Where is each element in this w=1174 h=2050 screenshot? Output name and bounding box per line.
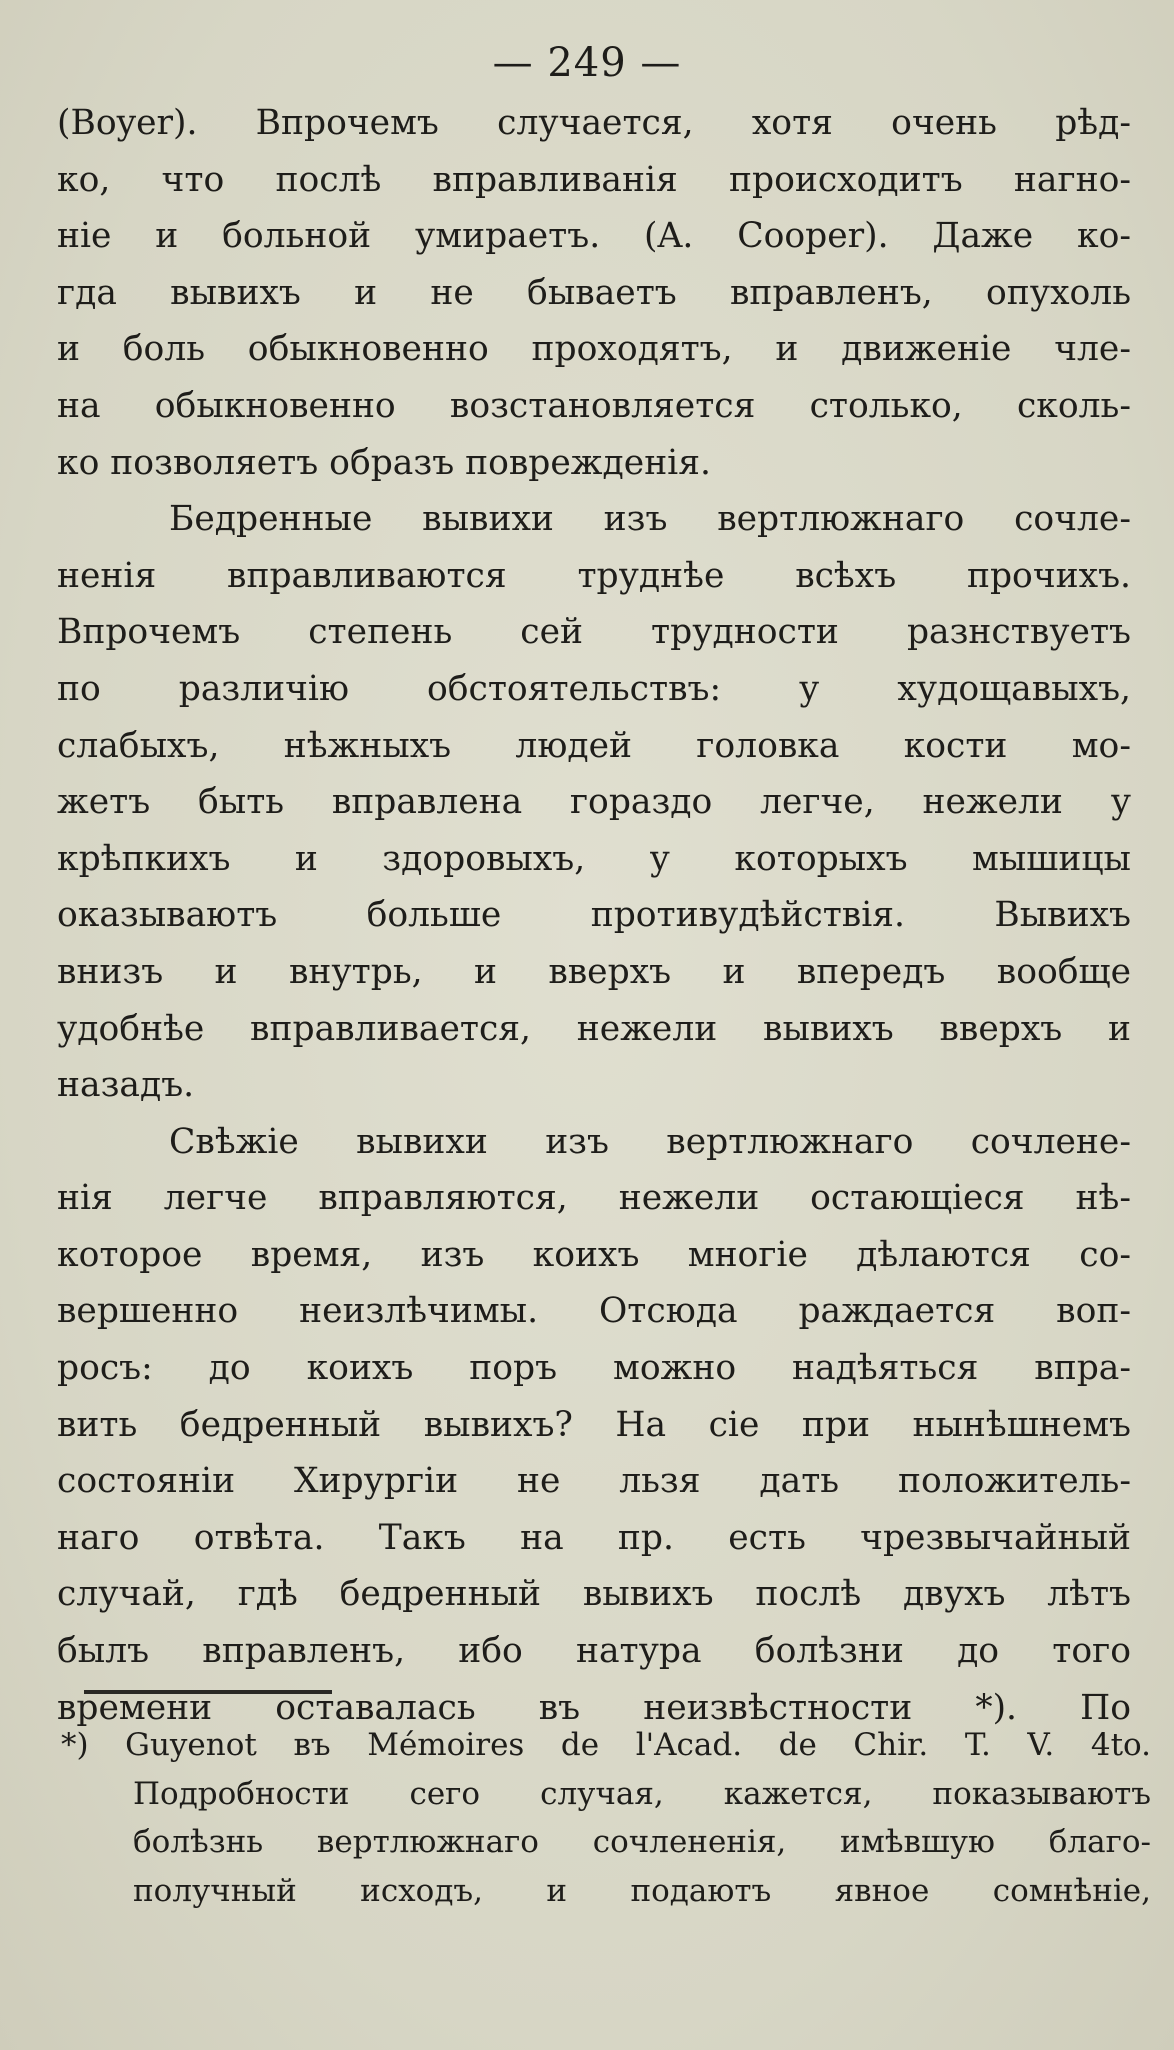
text-line: Впрочемъ степень сей трудности разнствуетъ bbox=[57, 612, 1131, 653]
footnote-line: получный исходъ, и подаютъ явное сомнѣніе, bbox=[133, 1872, 1151, 1909]
text-line: оказываютъ больше противудѣйствія. Вывихъ bbox=[57, 895, 1131, 936]
text-line: ніе и больной умираетъ. (A. Cooper). Даже ко- bbox=[57, 216, 1131, 257]
text-line: внизъ и внутрь, и вверхъ и впередъ вообще bbox=[57, 951, 1131, 992]
paragraph-start-line: Свѣжіе вывихи изъ вертлюжнаго сочлене- bbox=[169, 1121, 1131, 1162]
page-number: — 249 — bbox=[492, 40, 682, 86]
text-line: на обыкновенно возстановляется столько, сколь- bbox=[57, 385, 1131, 426]
text-line: (Boyer). Впрочемъ случается, хотя очень рѣд- bbox=[57, 103, 1131, 143]
text-line: по различію обстоятельствъ: у худощавыхъ, bbox=[57, 668, 1131, 709]
text-line: былъ вправленъ, ибо натура болѣзни до того bbox=[57, 1631, 1131, 1672]
text-line: состояніи Хирургіи не льзя дать положитель- bbox=[57, 1461, 1131, 1502]
text-line: нія легче вправляются, нежели остающіеся нѣ- bbox=[57, 1178, 1131, 1219]
footnote-line: Подробности сего случая, кажется, показываютъ bbox=[133, 1775, 1151, 1812]
text-line: назадъ. bbox=[57, 1065, 195, 1106]
text-line: и боль обыкновенно проходятъ, и движеніе чле- bbox=[57, 329, 1131, 370]
text-line: жетъ быть вправлена гораздо легче, нежели у bbox=[57, 782, 1131, 823]
text-line: слабыхъ, нѣжныхъ людей головка кости мо- bbox=[57, 725, 1131, 766]
text-line: росъ: до коихъ поръ можно надѣяться впра- bbox=[57, 1348, 1131, 1389]
text-line: случай, гдѣ бедренный вывихъ послѣ двухъ лѣтъ bbox=[57, 1574, 1131, 1615]
text-line: наго отвѣта. Такъ на пр. есть чрезвычайный bbox=[57, 1517, 1131, 1558]
text-line: времени оставалась въ неизвѣстности *). По bbox=[57, 1687, 1131, 1728]
paragraph-start-line: Бедренные вывихи изъ вертлюжнаго сочле- bbox=[169, 499, 1131, 540]
text-line: ко, что послѣ вправливанія происходитъ нагно- bbox=[57, 159, 1131, 200]
body-text bbox=[57, 95, 1131, 1736]
footnote bbox=[61, 1721, 1151, 1915]
text-line: которое время, изъ коихъ многіе дѣлаются со- bbox=[57, 1234, 1131, 1275]
text-line: ко позволяетъ образъ поврежденія. bbox=[57, 442, 711, 483]
text-line: вершенно неизлѣчимы. Отсюда раждается воп- bbox=[57, 1291, 1131, 1332]
footnote-line: *) Guyenot въ Mémoires de l'Acad. de Chir. T. V. 4to. bbox=[61, 1727, 1151, 1763]
text-line: гда вывихъ и не бываетъ вправленъ, опухоль bbox=[57, 272, 1131, 313]
text-line: крѣпкихъ и здоровыхъ, у которыхъ мышицы bbox=[57, 838, 1131, 879]
text-line: ненія вправливаются труднѣе всѣхъ прочихъ. bbox=[57, 555, 1131, 596]
footnote-line: болѣзнь вертлюжнаго сочлененія, имѣвшую благо- bbox=[133, 1824, 1151, 1860]
footnote-separator bbox=[84, 1690, 332, 1694]
text-line: вить бедренный вывихъ? На сіе при нынѣшнемъ bbox=[57, 1404, 1131, 1445]
text-line: удобнѣе вправливается, нежели вывихъ вверхъ и bbox=[57, 1008, 1131, 1049]
